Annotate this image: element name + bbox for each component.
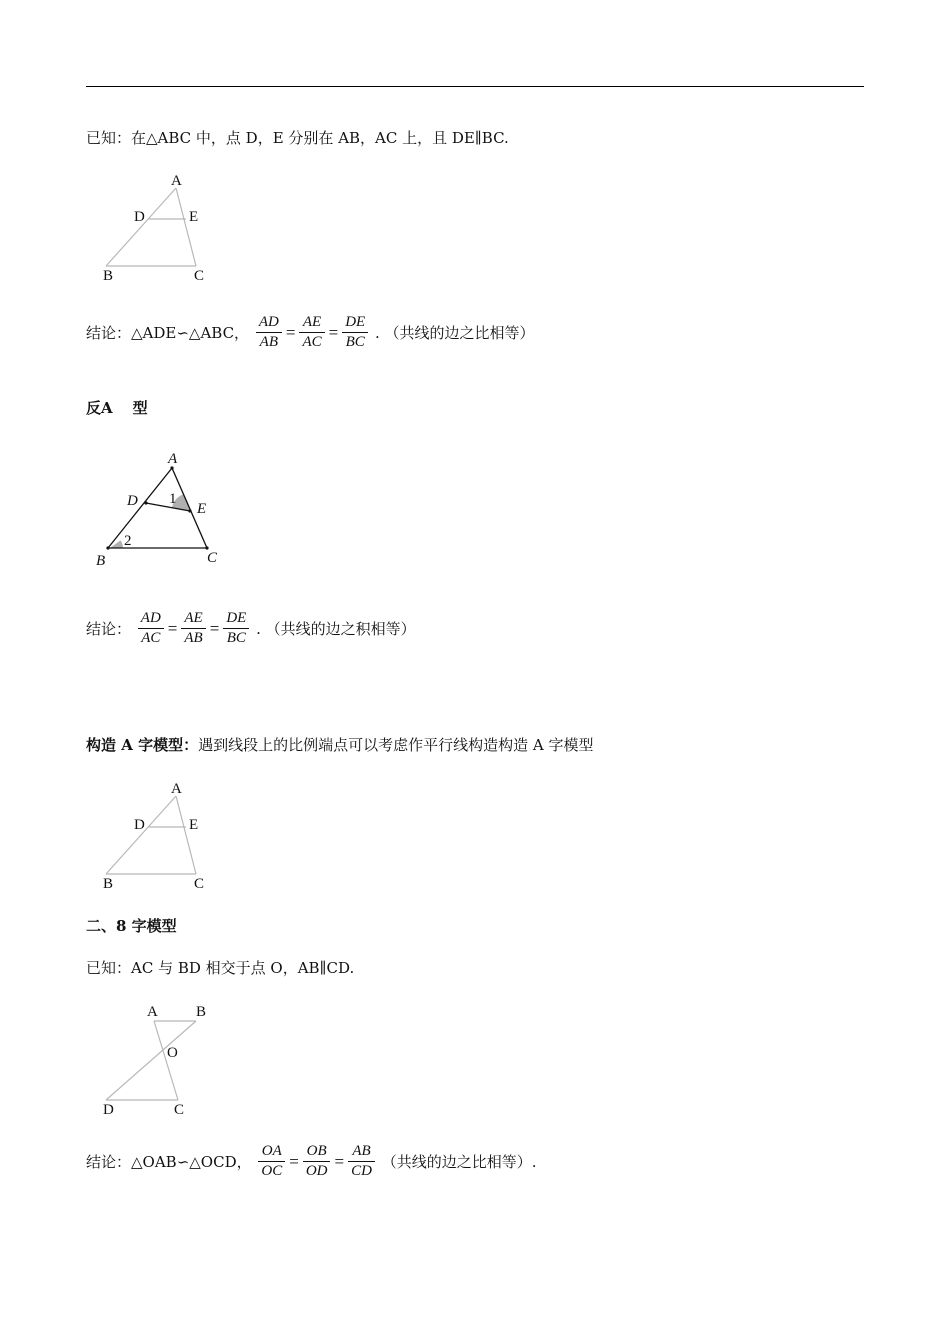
label-o: O: [167, 1045, 178, 1061]
figure-8-model: [86, 998, 236, 1123]
figure-a-model: [86, 168, 226, 288]
label-a: A: [171, 173, 182, 189]
label-d: D: [127, 493, 138, 509]
conclusion-1-prefix: 结论：△ADE∽△ABC，: [86, 324, 250, 342]
label-angle-2: 2: [124, 533, 132, 549]
segment-ab: [108, 468, 172, 548]
label-c: C: [194, 268, 205, 284]
segment-ab: [106, 796, 176, 874]
label-b: B: [103, 268, 114, 284]
given-statement-8: 已知：AC 与 BD 相交于点 O，AB∥CD.: [86, 959, 355, 977]
label-e: E: [197, 501, 207, 517]
segment-ab: [106, 188, 176, 266]
fraction-ae-ab: $\frac{AE}{AB}$: [181, 610, 205, 647]
label-a: A: [147, 1004, 158, 1020]
label-a: A: [171, 781, 182, 797]
heading-reverse-a: 反A 型: [86, 399, 148, 417]
label-d: D: [103, 1102, 114, 1118]
label-c: C: [194, 876, 205, 892]
label-e: E: [189, 817, 199, 833]
header-rule: [86, 86, 864, 87]
label-c: C: [207, 550, 218, 566]
fraction-ab-cd: $\frac{AB}{CD}$: [348, 1143, 375, 1180]
given-statement-1: 已知：在△ABC 中，点 D，E 分别在 AB，AC 上，且 DE∥BC.: [86, 129, 509, 147]
figure-reverse-a-model: [86, 444, 236, 574]
conclusion-8-suffix: （共线的边之比相等）.: [381, 1153, 537, 1171]
conclusion-1: 结论：△ADE∽△ABC， $\frac{AD}{AB}$ = $\frac{AE}{AC}$ = $\frac{DE}{BC}$ . （共线的边之比相等）: [86, 314, 535, 350]
conclusion-8: 结论：△OAB∽△OCD， $\frac{OA}{OC}$ = $\frac{OB}{OD}$ = $\frac{AB}{CD}$ （共线的边之比相等）.: [86, 1143, 537, 1179]
label-b: B: [103, 876, 114, 892]
label-angle-1: 1: [169, 491, 177, 507]
fraction-de-bc: $\frac{DE}{BC}$: [223, 610, 249, 647]
construct-heading: 构造 A 字模型：: [86, 736, 199, 754]
figure-construct-a-model: [86, 776, 226, 896]
label-d: D: [134, 817, 145, 833]
label-d: D: [134, 209, 145, 225]
label-b: B: [96, 553, 106, 569]
conclusion-2: 结论： $\frac{AD}{AC}$ = $\frac{AE}{AB}$ = $\frac{DE}{BC}$ . （共线的边之积相等）: [86, 610, 416, 646]
label-a: A: [168, 451, 178, 467]
fraction-oa-oc: $\frac{OA}{OC}$: [258, 1143, 285, 1180]
fraction-ad-ac: $\frac{AD}{AC}$: [138, 610, 164, 647]
construct-a-model-statement: [86, 735, 593, 755]
fraction-ob-od: $\frac{OB}{OD}$: [303, 1143, 331, 1180]
angle-2-shade: [110, 540, 123, 548]
fraction-ad-ab: $\frac{AD}{AB}$: [256, 314, 282, 351]
conclusion-2-prefix: 结论：: [86, 620, 132, 638]
label-c: C: [174, 1102, 185, 1118]
heading-8-model: 二、8 字模型: [86, 917, 177, 935]
label-b: B: [196, 1004, 207, 1020]
fraction-de-bc: $\frac{DE}{BC}$: [342, 314, 368, 351]
conclusion-8-prefix: 结论：△OAB∽△OCD，: [86, 1153, 252, 1171]
fraction-ae-ac: $\frac{AE}{AC}$: [299, 314, 324, 351]
segment-bd: [106, 1021, 196, 1100]
label-e: E: [189, 209, 199, 225]
segment-ac: [176, 796, 199, 874]
conclusion-1-suffix: . （共线的边之比相等）: [374, 324, 535, 342]
segment-ac: [176, 188, 199, 266]
conclusion-2-suffix: . （共线的边之积相等）: [256, 620, 416, 638]
construct-text: 遇到线段上的比例端点可以考虑作平行线构造构造 A 字模型: [198, 736, 594, 754]
